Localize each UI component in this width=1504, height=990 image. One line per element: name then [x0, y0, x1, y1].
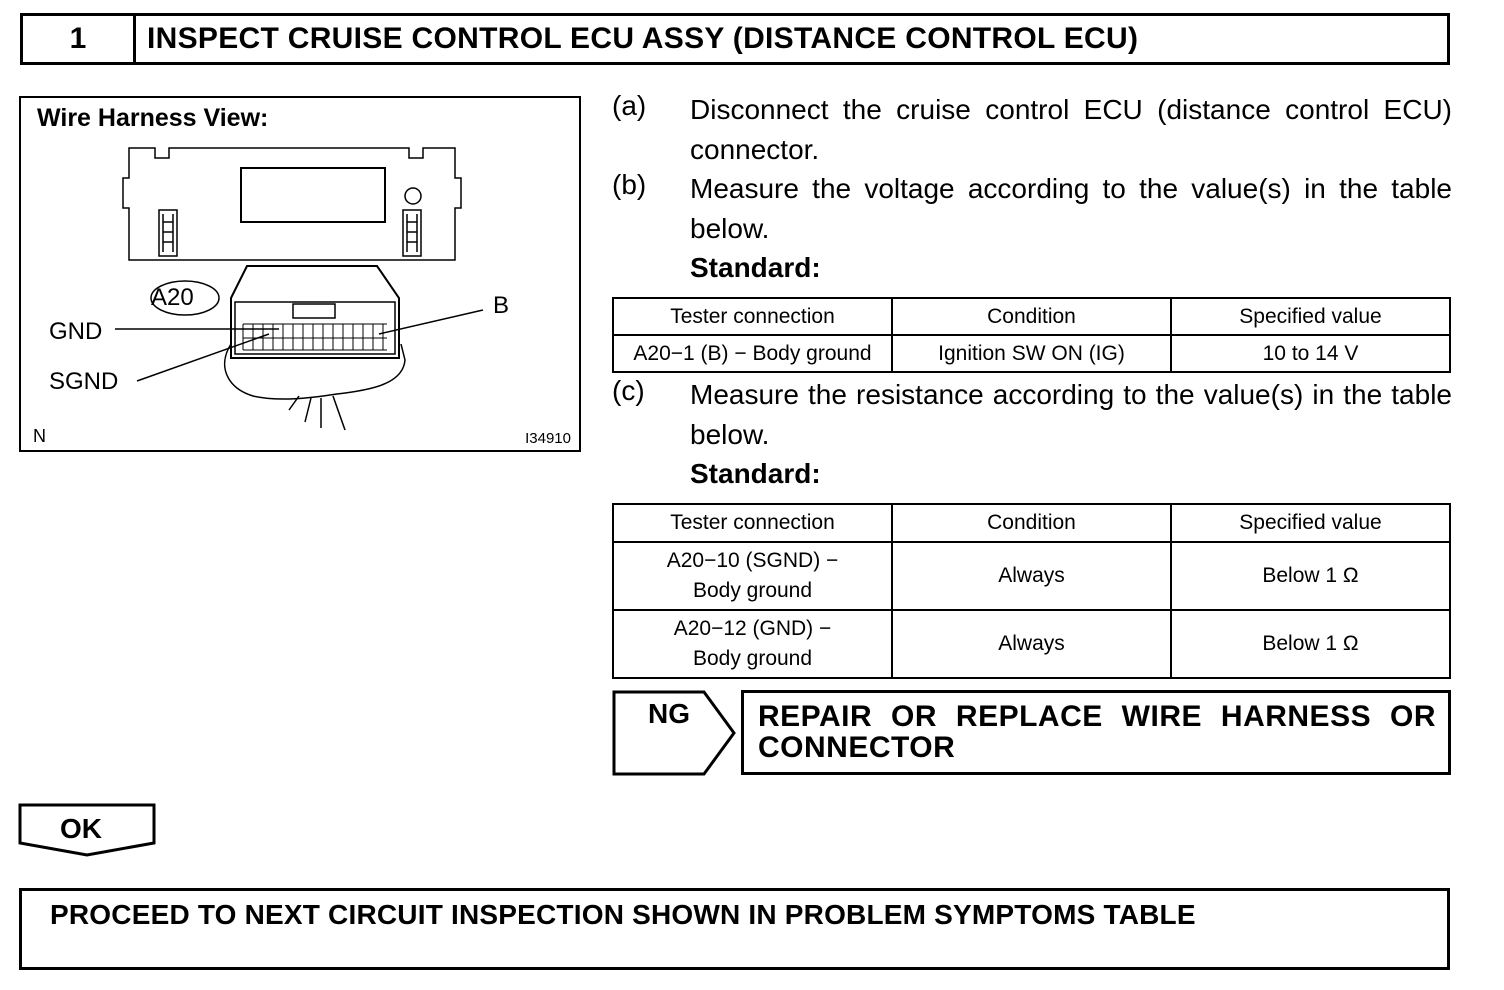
- ecu-connector-diagram: [21, 98, 579, 450]
- header-tester-connection: Tester connection: [613, 298, 892, 335]
- wire-harness-figure: [19, 96, 581, 452]
- connection-line1: A20−12 (GND) −: [673, 617, 832, 640]
- step-a-marker: (a): [612, 90, 647, 121]
- standard-label: Standard:: [690, 252, 821, 283]
- pin-label-b: B: [493, 292, 510, 319]
- cell-tester-connection: A20−1 (B) − Body ground: [613, 335, 892, 372]
- pin-label-sgnd: SGND: [49, 368, 119, 395]
- ng-label: NG: [648, 698, 690, 729]
- cell-condition: Always: [892, 542, 1171, 610]
- cell-condition: Ignition SW ON (IG): [892, 335, 1171, 372]
- ng-action-box: [741, 690, 1451, 775]
- pin-label-gnd: GND: [49, 318, 103, 345]
- cell-tester-connection: [613, 542, 892, 610]
- table-row: [613, 610, 1450, 678]
- step-b-marker: (b): [612, 169, 647, 200]
- proceed-text: PROCEED TO NEXT CIRCUIT INSPECTION SHOWN IN PROBLEM SYMPTOMS TABLE: [50, 899, 1196, 930]
- connection-line2: Body ground: [692, 647, 813, 670]
- connection-line1: A20−10 (SGND) −: [666, 549, 839, 572]
- figure-title: Wire Harness View:: [37, 104, 269, 132]
- resistance-spec-table: [612, 503, 1451, 679]
- step-number: 1: [23, 16, 136, 62]
- step-title: INSPECT CRUISE CONTROL ECU ASSY (DISTANCE CONTROL ECU): [147, 22, 1139, 55]
- header-condition: Condition: [892, 298, 1171, 335]
- corner-mark: N: [33, 426, 46, 446]
- ok-label: OK: [60, 813, 102, 844]
- header-specified-value: Specified value: [1171, 504, 1450, 542]
- table-header-row: [613, 298, 1450, 335]
- step-a-text: Disconnect the cruise control ECU (distance control ECU) connector.: [690, 94, 1452, 165]
- table-header-row: [613, 504, 1450, 542]
- header-condition: Condition: [892, 504, 1171, 542]
- illustration-code: I34910: [525, 430, 571, 447]
- cell-specified-value: Below 1 Ω: [1171, 542, 1450, 610]
- connector-label: A20: [151, 284, 194, 311]
- standard-label: Standard:: [690, 458, 821, 489]
- step-c-marker: (c): [612, 375, 645, 406]
- step-b-text: Measure the voltage according to the value(s) in the table below.: [690, 173, 1452, 244]
- proceed-box: [19, 888, 1450, 970]
- ng-action-text: REPAIR OR REPLACE WIRE HARNESS OR CONNECTOR: [758, 700, 1436, 764]
- header-tester-connection: Tester connection: [613, 504, 892, 542]
- table-row: [613, 335, 1450, 372]
- connection-line2: Body ground: [692, 579, 813, 602]
- header-specified-value: Specified value: [1171, 298, 1450, 335]
- table-row: [613, 542, 1450, 610]
- cell-specified-value: 10 to 14 V: [1171, 335, 1450, 372]
- cell-condition: Always: [892, 610, 1171, 678]
- cell-specified-value: Below 1 Ω: [1171, 610, 1450, 678]
- step-c-text: Measure the resistance according to the value(s) in the table below.: [690, 379, 1452, 450]
- step-header: [20, 13, 1450, 65]
- cell-tester-connection: [613, 610, 892, 678]
- voltage-spec-table: [612, 297, 1451, 373]
